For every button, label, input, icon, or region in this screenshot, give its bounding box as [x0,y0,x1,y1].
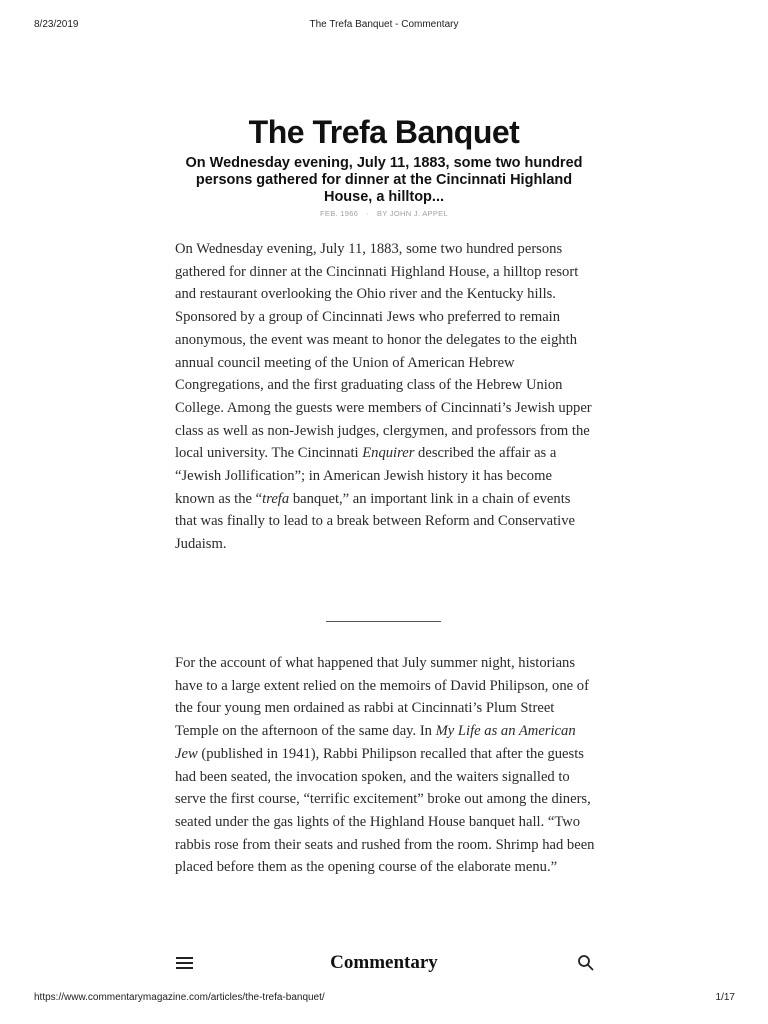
paragraph-text: described the affair as a “Jewish Jollification”; in American Jewish history it has become known as the “ [175,445,557,507]
print-date: 8/23/2019 [34,19,79,30]
site-logo[interactable]: Commentary [330,952,438,973]
italic-book-title: My Life as an American Jew [175,723,576,762]
search-icon[interactable] [577,954,595,972]
section-divider [326,621,441,622]
article-paragraph-1 [175,238,595,556]
byline-separator: · [366,209,369,218]
author-link[interactable]: BY JOHN J. APPEL [377,209,448,218]
italic-publication-name: Enquirer [362,445,415,462]
paragraph-text: banquet,” an important link in a chain of events that was finally to lead to a break between Reform and Conservative Judaism. [175,490,575,553]
paragraph-text: On Wednesday evening, July 11, 1883, some two hundred persons gathered for dinner at the Cincinnati Highland House, a hilltop resort and restaurant overlooking the Ohio river and the Kentucky hills. Sponsored by a group of Cincinnati Jews who preferred to remain anonymous, the event was meant to honor the delegates to the eighth annual council meeting of the Union of American Hebrew Congregations, and the first graduating class of the Hebrew Union College. Among the guests were members of Cincinnati’s Jewish upper class as well as non-Jewish judges, clergymen, and professors from the local university. The Cincinnati [175,241,592,462]
paragraph-text: (published in 1941), Rabbi Philipson recalled that after the guests had been seated, the invocation spoken, and the waiters signalled to serve the first course, “terrific excitement” broke out among the diners, seated under the gas lights of the Highland House banquet hall. “Two rabbis rose from their seats and rushed from the room. Shrimp had been placed before them as the opening course of the elaborate menu.” [175,745,595,876]
search-icon-graphic [577,954,595,972]
article-dek: On Wednesday evening, July 11, 1883, some two hundred persons gathered for dinner at the Cincinnati Highland House, a hilltop... [185,155,583,205]
article-title: The Trefa Banquet [248,114,520,150]
print-page-title: The Trefa Banquet - Commentary [309,19,459,30]
page-url: https://www.commentarymagazine.com/articles/the-trefa-banquet/ [34,992,325,1003]
print-footer [0,992,768,1008]
print-header [0,14,768,34]
page-number: 1/17 [715,992,735,1003]
paragraph-text: For the account of what happened that July summer night, historians have to a large extent relied on the memoirs of David Philipson, one of the four young men ordained as rabbi at Cincinnati’s Plum Street Temple on the afternoon of the same day. In [175,655,589,740]
site-navbar [0,948,768,982]
article-paragraph-2 [175,652,595,879]
italic-term: trefa [262,490,290,507]
publication-date: FEB. 1966 [320,209,359,218]
byline [0,209,768,218]
